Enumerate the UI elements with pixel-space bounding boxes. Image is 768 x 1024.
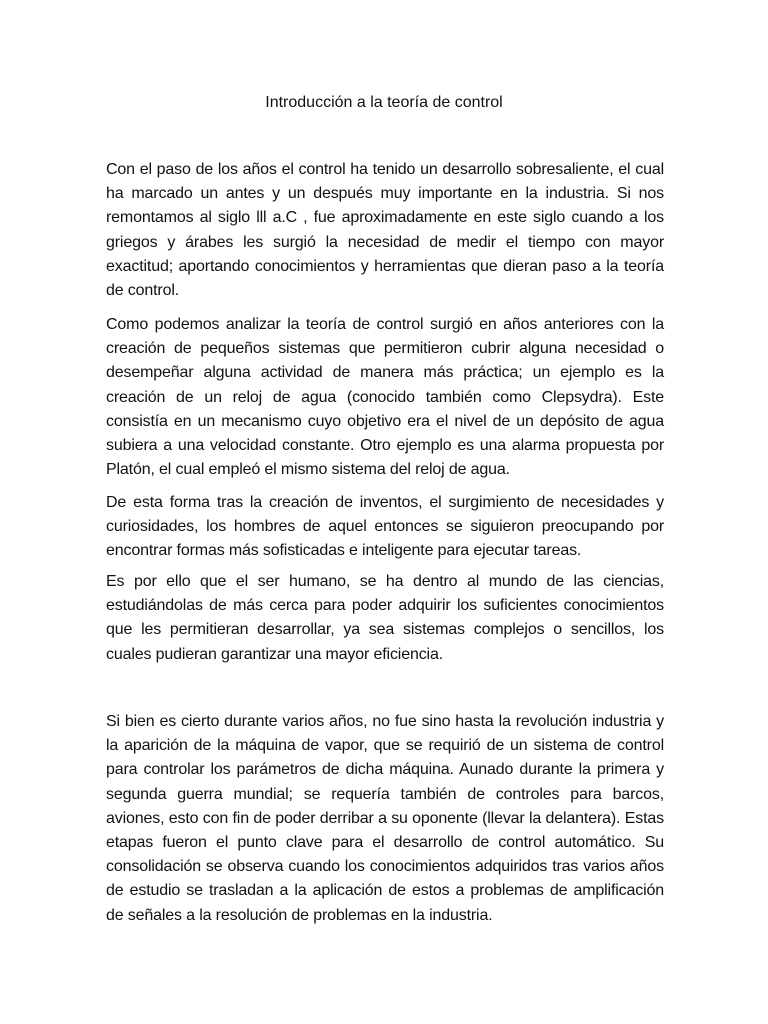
paragraph-1: Con el paso de los años el control ha tenido un desarrollo sobresaliente, el cual ha marcado un antes y un después muy importante en la industria. Si nos remontamos al siglo lll a.C , fue aproximadamente en este siglo cuando a los griegos y árabes les surgió la necesidad de medir el tiempo con mayor exactitud; aportando conocimientos y herramientas que dieran paso a la teoría de control.: [106, 161, 664, 300]
paragraph-2: Como podemos analizar la teoría de control surgió en años anteriores con la creación de pequeños sistemas que permitieron cubrir alguna necesidad o desempeñar alguna actividad de manera más práctica; un ejemplo es la creación de un reloj de agua (conocido también como Clepsydra). Este consistía en un mecanismo cuyo objetivo era el nivel de un depósito de agua subiera a una velocidad constante. Otro ejemplo es una alarma propuesta por Platón, el cual empleó el mismo sistema del reloj de agua.: [106, 316, 664, 479]
paragraph-5: Si bien es cierto durante varios años, no fue sino hasta la revolución industria y la aparición de la máquina de vapor, que se requirió de un sistema de control para controlar los parámetros de dicha máquina. Aunado durante la primera y segunda guerra mundial; se requería también de controles para barcos, aviones, esto con fin de poder derribar a su oponente (llevar la delantera). Estas etapas fueron el punto clave para el desarrollo de control automático. Su consolidación se observa cuando los conocimientos adquiridos tras varios años de estudio se trasladan a la aplicación de estos a problemas de amplificación de señales a la resolución de problemas en la industria.: [106, 713, 664, 924]
paragraph-4: Es por ello que el ser humano, se ha dentro al mundo de las ciencias, estudiándolas de más cerca para poder adquirir los suficientes conocimientos que les permitieran desarrollar, ya sea sistemas complejos o sencillos, los cuales pudieran garantizar una mayor eficiencia.: [106, 573, 664, 663]
document-title: Introducción a la teoría de control: [265, 94, 503, 111]
paragraph-3: De esta forma tras la creación de inventos, el surgimiento de necesidades y curiosidades, los hombres de aquel entonces se siguieron preocupando por encontrar formas más sofisticadas e inteligente para ejecutar tareas.: [106, 494, 664, 560]
